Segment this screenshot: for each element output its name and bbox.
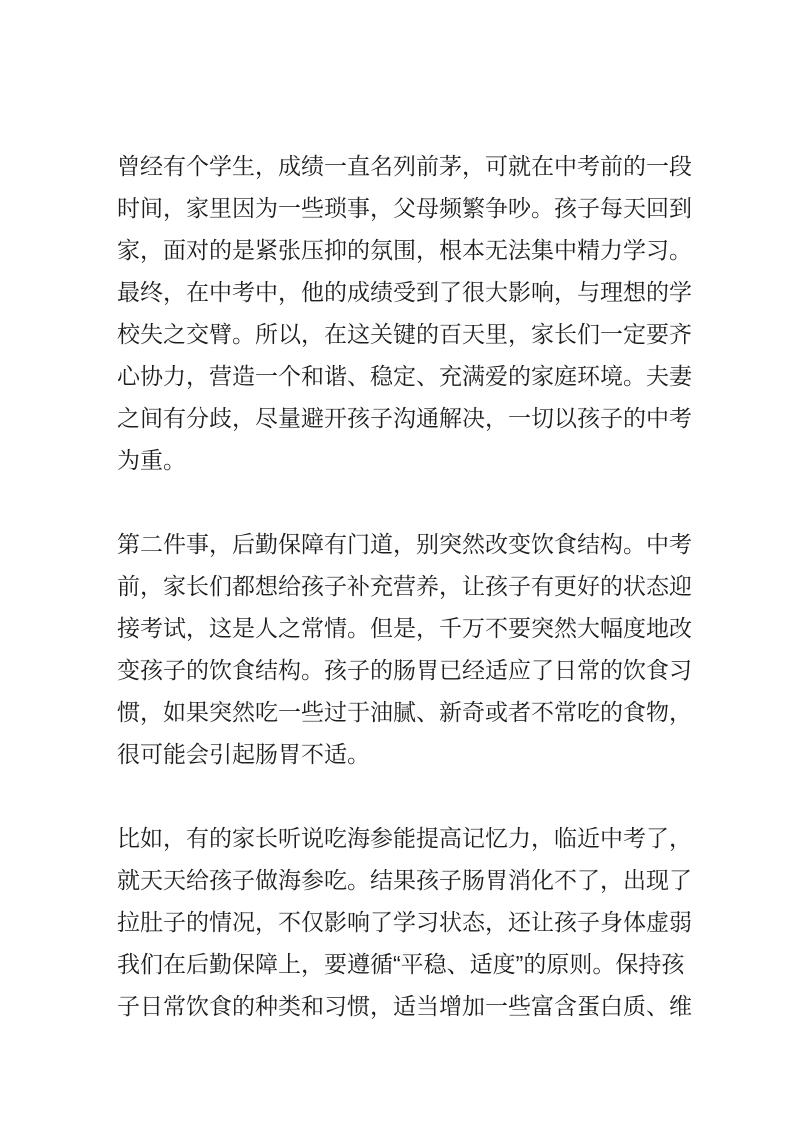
paragraph-3 bbox=[117, 817, 692, 1027]
text-line: 子日常饮食的种类和习惯，适当增加一些富含蛋白质、维 bbox=[117, 993, 692, 1019]
text-line: 曾经有个学生，成绩一直名列前茅，可就在中考前的一段 bbox=[117, 153, 692, 179]
text-line: 时间，家里因为一些琐事，父母频繁争吵。孩子每天回到 bbox=[117, 195, 692, 221]
text-line: 惯，如果突然吃一些过于油腻、新奇或者不常吃的食物， bbox=[117, 699, 692, 725]
text-line: 校失之交臂。所以，在这关键的百天里，家长们一定要齐 bbox=[117, 321, 692, 347]
text-line: 心协力，营造一个和谐、稳定、充满爱的家庭环境。夫妻 bbox=[117, 363, 692, 389]
text-line: 第二件事，后勤保障有门道，别突然改变饮食结构。中考 bbox=[117, 531, 692, 557]
text-line: 拉肚子的情况，不仅影响了学习状态，还让孩子身体虚弱 bbox=[117, 909, 692, 935]
text-line: 家，面对的是紧张压抑的氛围，根本无法集中精力学习。 bbox=[117, 237, 692, 263]
text-line: 之间有分歧，尽量避开孩子沟通解决，一切以孩子的中考 bbox=[117, 405, 692, 431]
text-line: 最终，在中考中，他的成绩受到了很大影响，与理想的学 bbox=[117, 279, 692, 305]
text-line: 我们在后勤保障上，要遵循“平稳、适度”的原则。保持孩 bbox=[117, 951, 685, 977]
text-line: 就天天给孩子做海参吃。结果孩子肠胃消化不了，出现了 bbox=[117, 867, 692, 893]
text-line: 前，家长们都想给孩子补充营养，让孩子有更好的状态迎 bbox=[117, 573, 692, 599]
paragraph-2 bbox=[117, 523, 692, 775]
text-line: 接考试，这是人之常情。但是，千万不要突然大幅度地改 bbox=[117, 615, 692, 641]
paragraph-1 bbox=[117, 145, 692, 481]
text-line: 很可能会引起肠胃不适。 bbox=[117, 741, 370, 767]
text-line: 比如，有的家长听说吃海参能提高记忆力，临近中考了， bbox=[117, 825, 692, 851]
text-line: 变孩子的饮食结构。孩子的肠胃已经适应了日常的饮食习 bbox=[117, 657, 692, 683]
text-block bbox=[117, 145, 692, 1027]
text-line: 为重。 bbox=[117, 447, 186, 473]
